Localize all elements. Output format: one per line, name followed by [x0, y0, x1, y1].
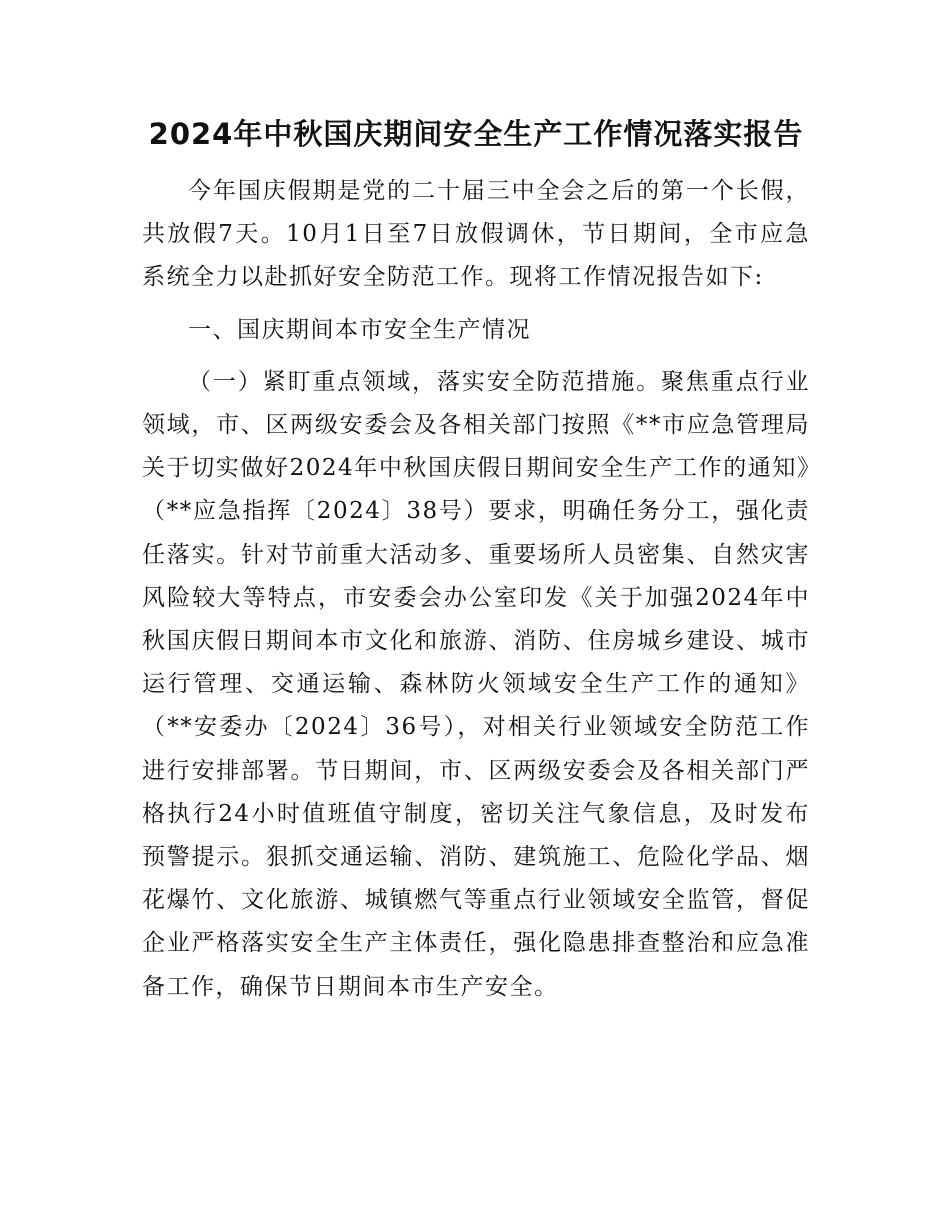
section-1-paragraph-1: （一）紧盯重点领域，落实安全防范措施。聚焦重点行业领域，市、区两级安委会及各相关部门按照《**市应急管理局关于切实做好2024年中秋国庆假日期间安全生产工作的通知》（**应急指挥〔2024〕38号）要求，明确任务分工，强化责任落实。针对节前重大活动多、重要场所人员密集、自然灾害风险较大等特点，市安委会办公室印发《关于加强2024年中秋国庆假日期间本市文化和旅游、消防、住房城乡建设、城市运行管理、交通运输、森林防火领域安全生产工作的通知》（**安委办〔2024〕36号），对相关行业领域安全防范工作进行安排部署。节日期间，市、区两级安委会及各相关部门严格执行24小时值班值守制度，密切关注气象信息，及时发布预警提示。狠抓交通运输、消防、建筑施工、危险化学品、烟花爆竹、文化旅游、城镇燃气等重点行业领域安全监管，督促企业严格落实安全生产主体责任，强化隐患排查整治和应急准备工作，确保节日期间本市生产安全。	[142, 368, 810, 1000]
section-1-heading: 一、国庆期间本市安全生产情况	[188, 316, 531, 343]
document-title: 2024年中秋国庆期间安全生产工作情况落实报告	[148, 117, 804, 151]
intro-paragraph: 今年国庆假期是党的二十届三中全会之后的第一个长假，共放假7天。10月1日至7日放假调休，节日期间，全市应急系统全力以赴抓好安全防范工作。现将工作情况报告如下:	[142, 178, 810, 291]
document-page	[142, 112, 810, 1018]
